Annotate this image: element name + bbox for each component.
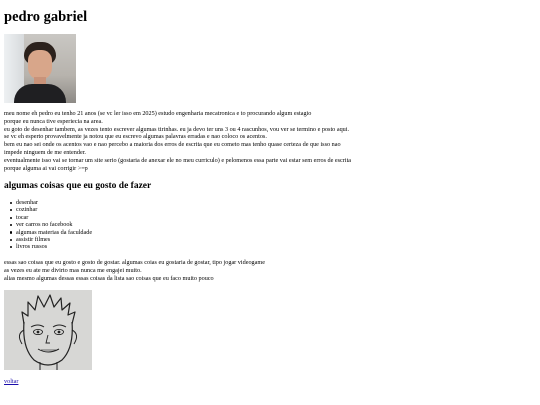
- outro-line: alias mesmo algumas dessas essas coisas da lista sao coisas que eu faco muito pouco: [4, 274, 214, 282]
- intro-line: porque eu nunca tive esperiecia na area.: [4, 117, 103, 125]
- intro-paragraph: [4, 110, 351, 172]
- outro-paragraph: [4, 259, 265, 282]
- list-item: cozinhar: [16, 206, 92, 213]
- back-link[interactable]: voltar: [4, 378, 19, 385]
- outro-line: essas sao coisas que eu gosto e gosto de gostar. algumas coias eu gostaria de gostar, tipo jogar videogame: [4, 259, 265, 266]
- intro-line: bem eu nao sei onde os acentos vao e nao percebo a maioria dos erros de escrita que eu cometo mas tenho quase certeza de que isso nao: [4, 141, 341, 149]
- list-item: livros russos: [16, 243, 92, 250]
- intro-line: eventualmente isso vai se tornar um site serio (gostaria de anexar ele no meu curriculo) e pelomenos essa parte vai estar sem erros de escrita: [4, 156, 352, 164]
- hobbies-list: [4, 199, 92, 251]
- intro-line: porque alguma ai vai corrigir >=p: [4, 164, 88, 172]
- list-item: tocar: [16, 214, 92, 221]
- intro-line: meu nome eh pedro eu tenho 21 anos (se vc ler isso em 2025) estudo engenharia mecatronica e to procurando algum estagio: [4, 110, 312, 117]
- list-item: ver carros no facebook: [16, 221, 92, 228]
- intro-line: impede ninguem de me entender.: [4, 148, 86, 156]
- list-item: assistir filmes: [16, 236, 92, 243]
- page-title: pedro gabriel: [4, 9, 88, 25]
- list-item: desenhar: [16, 199, 92, 206]
- list-item: algumas materias da faculdade: [16, 228, 93, 236]
- profile-photo: [4, 34, 76, 103]
- intro-line: se vc eh esperto provavelmente ja notou que eu escrevo algumas palavras erradas e nao coloco os acentos.: [4, 133, 267, 141]
- hobbies-heading: algumas coisas que eu gosto de fazer: [4, 181, 152, 191]
- self-portrait-drawing: [4, 290, 92, 370]
- intro-line: eu goto de desenhar tambem, as vezes tento escrever algumas tirinhas. eu ja devo ter uns 3 ou 4 rascunhos, vou ver se termino e posto aqui.: [4, 125, 350, 133]
- outro-line: as vezes eu ate me divirto mas nunca me engajei muito.: [4, 266, 142, 274]
